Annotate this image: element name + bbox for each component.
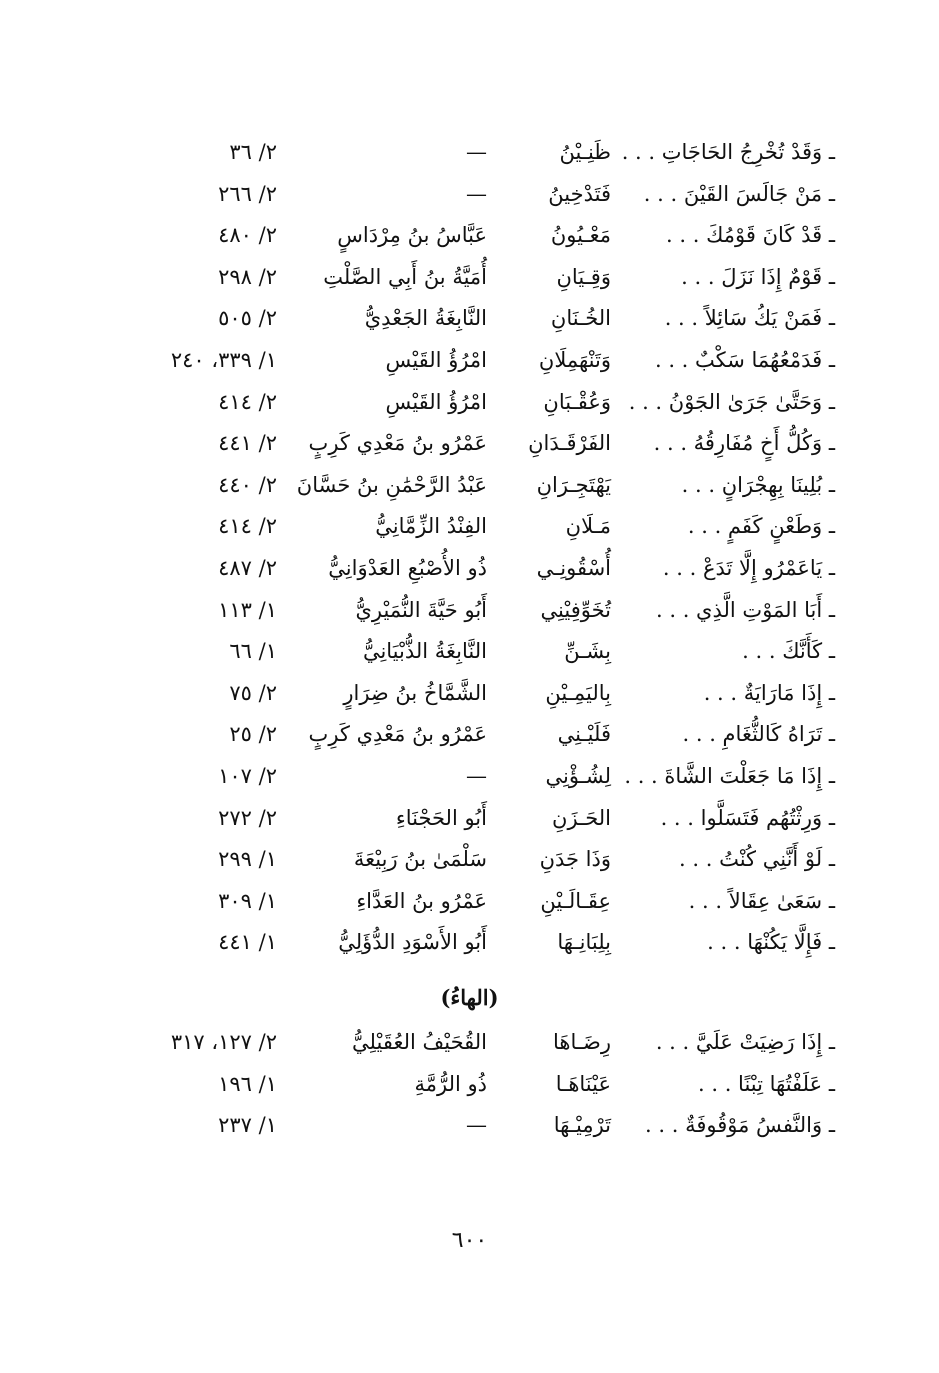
hemistich-text: ـ فَإِلَّا يَكُنْهَا . . .	[707, 930, 835, 955]
section-heading-row	[0, 972, 939, 1024]
table-row	[0, 1105, 939, 1147]
hemistich-text: ـ تَرَاهُ كَالثُّغَامِ . . .	[682, 722, 835, 747]
hemistich-text: ـ وَحَتَّىٰ جَرَىٰ الجَوْنُ . . .	[628, 389, 835, 414]
volume-page-ref: ٢/ ٤١٤	[218, 389, 277, 414]
hemistich-text: ـ قَدْ كَانَ قَوْمُكَ . . .	[666, 223, 835, 248]
poet-name: عَبْدُ الرَّحْمَٰنِ بنُ حَسَّانَ	[296, 472, 487, 497]
poet-name: عَمْرُو بنُ مَعْدِي كَرِبٍ	[308, 431, 487, 456]
poet-name: —	[466, 181, 487, 206]
volume-page-ref: ١/ ٣٠٩	[218, 888, 277, 913]
table-row	[0, 506, 939, 548]
poet-name: القُحَيْفُ العُقَيْلِيُّ	[352, 1030, 487, 1054]
hemistich-text: ـ وَالنَّفسُ مَوْقُوفَةٌ . . .	[645, 1113, 835, 1138]
page-number: ٦٠٠	[451, 1228, 488, 1253]
rhyme-word: أُسْقُونِـي	[536, 555, 611, 580]
volume-page-ref: ٢/ ٣٦	[229, 140, 277, 164]
verse-index-table-ha	[0, 1022, 939, 1147]
hemistich-text: ـ بُلِينَا بِهِجْرَانٍ . . .	[681, 472, 835, 497]
section-heading-ha	[0, 972, 939, 1024]
poet-name: ذُو الرُّمَّةِ	[414, 1071, 487, 1096]
table-row	[0, 922, 939, 964]
table-row	[0, 548, 939, 590]
volume-page-ref: ١/ ١١٣	[218, 597, 277, 622]
poet-name: الفِنْدُ الزِّمَّانِيُّ	[375, 514, 487, 539]
volume-page-ref: ٢/ ٢٩٨	[218, 264, 277, 289]
poet-name: ذُو الأُصْبُعِ العَدْوَانِيُّ	[328, 555, 487, 580]
table-row	[0, 798, 939, 840]
volume-page-ref: ٢/ ٧٥	[229, 680, 277, 705]
hemistich-text: ـ وَقَدْ تُخْرِجُ الحَاجَاتِ . . .	[621, 140, 835, 164]
rhyme-word: رِضَـاهَا	[553, 1030, 611, 1054]
hemistich-text: ـ فَمَنْ يَكُ سَائِلاً . . .	[664, 306, 835, 331]
rhyme-word: وَتَنْهَمِلَانِ	[538, 347, 611, 372]
table-row	[0, 673, 939, 715]
rhyme-word: لِشُـؤْنِي	[545, 763, 611, 788]
section-heading-text: (الهاءُ)	[440, 985, 499, 1010]
hemistich-text: ـ إِذَا رَضِيَتْ عَلَيَّ . . .	[655, 1030, 835, 1054]
hemistich-text: ـ سَعَىٰ عِقَالاً . . .	[688, 888, 835, 913]
volume-page-ref: ٢/ ٢٥	[229, 722, 277, 747]
table-row	[0, 257, 939, 299]
volume-page-ref: ٢/ ١٠٧	[218, 763, 277, 788]
rhyme-word: وَقِـيَانِ	[556, 264, 611, 289]
table-row	[0, 714, 939, 756]
hemistich-text: ـ وَكُلُّ أَخٍ مُفَارِقُهُ . . .	[653, 431, 835, 456]
poet-name: أَبُو الحَجْنَاءِ	[395, 805, 487, 830]
rhyme-word: فَلَيْـنِي	[557, 722, 611, 747]
rhyme-word: بِاليَمِـيْنِ	[545, 680, 611, 705]
rhyme-word: ظَنِـيْنُ	[559, 140, 611, 164]
rhyme-word: وَذَا جَدَنِ	[539, 847, 611, 872]
volume-page-ref: ١/ ١٩٦	[218, 1071, 277, 1096]
rhyme-word: تُخَوِّفِيْنِي	[540, 597, 611, 622]
rhyme-word: مَـلَانِ	[565, 514, 611, 539]
table-row	[0, 1022, 939, 1064]
hemistich-text: ـ أَبَا المَوْتِ الَّذِي . . .	[656, 597, 835, 622]
table-row	[0, 382, 939, 424]
hemistich-text: ـ عَلَفْتُهَا تِبْنًا . . .	[698, 1071, 835, 1096]
hemistich-text: ـ كَأَنَّكَ . . .	[742, 639, 835, 664]
table-row	[0, 631, 939, 673]
poet-name: —	[466, 763, 487, 788]
rhyme-word: الحَـزَنِ	[552, 805, 611, 830]
poet-name: عَبَّاسُ بنُ مِرْدَاسٍ	[337, 223, 487, 248]
poet-name: عَمْرُو بنُ مَعْدِي كَرِبٍ	[308, 722, 487, 747]
table-row	[0, 1064, 939, 1106]
rhyme-word: وَعُقْـبَانِ	[543, 389, 611, 414]
volume-page-ref: ٢/ ٥٠٥	[218, 306, 277, 331]
poet-name: —	[466, 140, 487, 164]
volume-page-ref: ٢/ ٢٦٦	[218, 181, 277, 206]
hemistich-text: ـ قَوْمٌ إِذَا نَزَلَ . . .	[681, 264, 835, 289]
rhyme-word: الفَرْقَـدَانِ	[528, 431, 611, 456]
rhyme-word: تَرْمِيْـهَا	[553, 1113, 611, 1138]
poet-name: النَّابِغَةُ الجَعْدِيُّ	[364, 306, 487, 331]
table-row	[0, 881, 939, 923]
poet-name: امْرُؤُ القَيْسِ	[385, 389, 487, 414]
rhyme-word: بِلِبَانِـهَا	[557, 930, 611, 955]
poet-name: الشَّمَّاخُ بنُ ضِرَارٍ	[343, 680, 487, 705]
table-row	[0, 465, 939, 507]
rhyme-word: بِشَـنِّ	[564, 639, 611, 664]
poet-name: سَلْمَىٰ بنُ رَبِيْعَةَ	[353, 847, 487, 872]
rhyme-word: مَعْـيُونُ	[550, 223, 611, 248]
volume-page-ref: ١/ ٦٦	[229, 639, 277, 664]
table-row	[0, 423, 939, 465]
hemistich-text: ـ لَوْ أَنَّنِي كُنْتُ . . .	[679, 847, 835, 872]
volume-page-ref: ١/ ٤٤١	[218, 930, 277, 955]
volume-page-ref: ١/ ٢٩٩	[218, 847, 277, 872]
verse-index-table-nun	[0, 132, 939, 964]
volume-page-ref: ٢/ ٤٤١	[218, 431, 277, 456]
hemistich-text: ـ يَاعَمْرُو إِلَّا تَدَعْ . . .	[662, 555, 835, 580]
volume-page-ref: ٢/ ٢٧٢	[218, 805, 277, 830]
hemistich-text: ـ وَطَعْنٍ كَفَمٍ . . .	[687, 514, 835, 539]
table-row	[0, 590, 939, 632]
hemistich-text: ـ إِذَا مَارَايَةٌ . . .	[703, 680, 835, 705]
volume-page-ref: ٢/ ٤٨٠	[218, 223, 277, 248]
table-row	[0, 756, 939, 798]
hemistich-text: ـ وَرِثْتُهُم فَتَسَلَّوا . . .	[660, 805, 835, 830]
table-row	[0, 215, 939, 257]
hemistich-text: ـ إِذَا مَا جَعَلْتَ الشَّاةَ . . .	[624, 763, 835, 788]
table-row	[0, 174, 939, 216]
volume-page-ref: ٢/ ٤٨٧	[218, 555, 277, 580]
poet-name: عَمْرُو بنُ العَدَّاءِ	[356, 888, 487, 913]
hemistich-text: ـ مَنْ جَالَسَ القَيْنَ . . .	[643, 181, 835, 206]
rhyme-word: يَهْتَجِـرَانِ	[536, 472, 611, 497]
poet-name: امْرُؤُ القَيْسِ	[385, 347, 487, 372]
volume-page-ref: ١/ ٢٣٧	[218, 1113, 277, 1138]
table-row	[0, 340, 939, 382]
volume-page-ref: ٢/ ٤١٤	[218, 514, 277, 539]
poet-name: أَبُو الأَسْوَدِ الدُّؤَلِيُّ	[338, 930, 487, 955]
hemistich-text: ـ فَدَمْعُهُمَا سَكْبٌ . . .	[654, 347, 835, 372]
poet-name: أُمَيَّةُ بنُ أَبِي الصَّلْتِ	[323, 264, 487, 289]
poet-name: أَبُو حَيَّةَ النُّمَيْرِيُّ	[355, 597, 487, 622]
poet-name: النَّابِغَةُ الذُّبْيَانِيُّ	[362, 639, 487, 664]
table-row	[0, 839, 939, 881]
rhyme-word: الخُـنَانِ	[550, 306, 611, 331]
rhyme-word: عَيْنَاهَـا	[555, 1071, 611, 1096]
volume-page-ref: ٢/ ٤٤٠	[218, 472, 277, 497]
volume-page-ref: ٢/ ١٢٧، ٣١٧	[170, 1030, 277, 1054]
rhyme-word: عِقَـالَـيْنِ	[540, 888, 611, 913]
poet-name: —	[466, 1113, 487, 1138]
table-row	[0, 132, 939, 174]
rhyme-word: فَتَدْخِينُ	[548, 181, 611, 206]
table-row	[0, 298, 939, 340]
volume-page-ref: ١/ ٣٣٩، ٢٤٠	[170, 347, 277, 372]
